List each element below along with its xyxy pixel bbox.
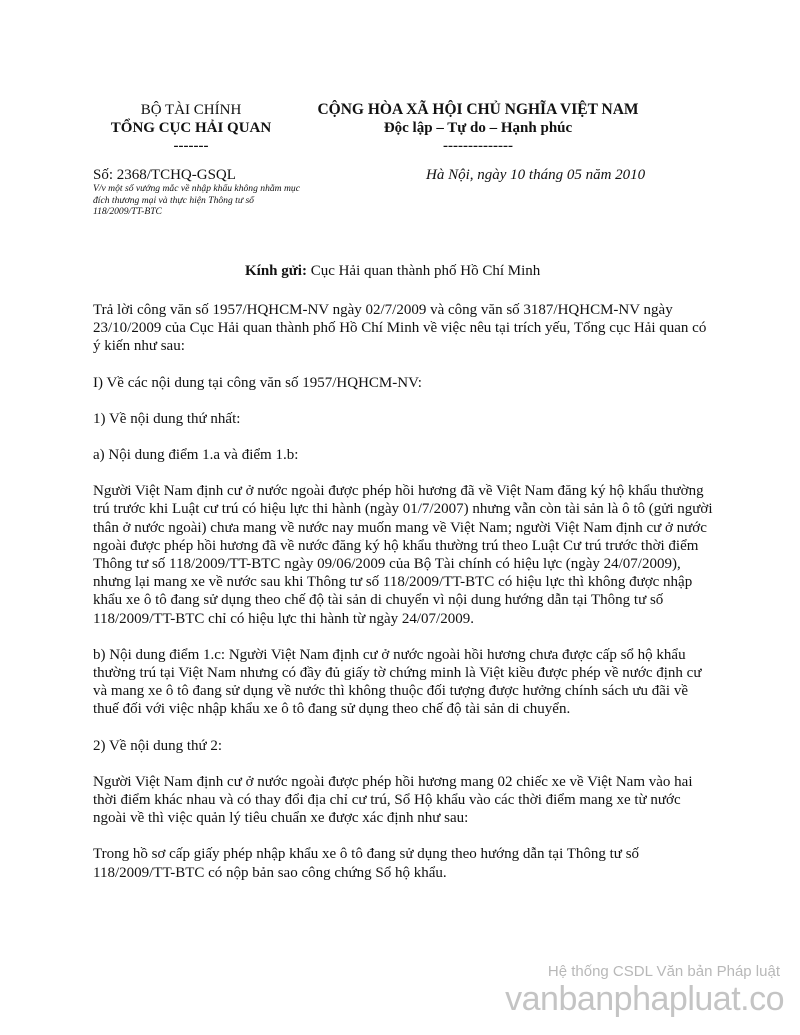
national-title-block [306,101,650,155]
agency-parent: BỘ TÀI CHÍNH [140,102,242,118]
body-paragraph: Người Việt Nam định cư ở nước ngoài được phép hồi hương mang 02 chiếc xe về Việt Nam vào hai thời điểm khác nhau và có thay đổi địa chỉ cư trú, Sổ Hộ khẩu vào các thời điểm mang xe từ nước ngoài về thì việc quản lý tiêu chuẩn xe được xác định như sau: [93,773,693,827]
motto: Độc lập – Tự do – Hạnh phúc [383,120,573,136]
agency-divider: ------- [173,138,209,154]
nation-title: CỘNG HÒA XÃ HỘI CHỦ NGHĨA VIỆT NAM [317,101,639,118]
document-subject: V/v một số vướng mắc về nhập khẩu không nhằm mục đích thương mại và thực hiện Thông tư số 118/2009/TT-BTC [93,183,300,217]
body-paragraph: Người Việt Nam định cư ở nước ngoài được phép hồi hương đã về Việt Nam đăng ký hộ khẩu thường trú trước khi Luật cư trú có hiệu lực thi hành (ngày 01/7/2007) nhưng vẫn còn tài sản là ô tô (gửi người thân ở nước ngoài) chưa mang về nước nay muốn mang về Việt Nam; người Việt Nam định cư ở nước ngoài được phép hồi hương đã về nước đăng ký hộ khẩu thường trú theo Luật Cư trú trước thời điểm Thông tư số 118/2009/TT-BTC ngày 09/06/2009 của Bộ Tài chính có hiệu lực (ngày 24/07/2009), nhưng lại mang xe về nước sau khi Thông tư số 118/2009/TT-BTC có hiệu lực thì không được nhập khẩu xe ô tô đang sử dụng theo chế độ tài sản di chuyển vì nội dung hướng dẫn tại Thông tư số 118/2009/TT-BTC chỉ có hiệu lực thi hành từ ngày 24/07/2009. [93,483,713,627]
recipient-label: Kính gửi: [245,263,307,279]
watermark-caption: Hệ thống CSDL Văn bản Pháp luật [547,963,780,980]
agency-name: TỔNG CỤC HẢI QUAN [110,120,272,136]
body-paragraph: b) Nội dung điểm 1.c: Người Việt Nam định cư ở nước ngoài hồi hương chưa được cấp sổ hộ khẩu thường trú tại Việt Nam nhưng có đầy đủ giấy tờ chứng minh là Việt kiều được phép về nước định cư và mang xe ô tô đang sử dụng về nước thì không thuộc đối tượng được hưởng chính sách ưu đãi về thuế đối với việc nhập khẩu xe ô tô đang sử dụng theo chế độ tài sản di chuyển. [93,646,702,718]
recipient-name: Cục Hải quan thành phố Hồ Chí Minh [306,263,541,279]
document-number: Số: 2368/TCHQ-GSQL [93,167,236,183]
body-paragraph: I) Về các nội dung tại công văn số 1957/HQHCM-NV: [93,374,422,391]
issuing-agency-block [96,101,286,155]
recipient-line [245,262,540,280]
body-paragraph: Trong hồ sơ cấp giấy phép nhập khẩu xe ô tô đang sử dụng theo hướng dẫn tại Thông tư số 118/2009/TT-BTC có nộp bản sao công chứng Sổ hộ khẩu. [93,846,640,881]
document-body [93,301,713,900]
body-paragraph: a) Nội dung điểm 1.a và điểm 1.b: [93,447,299,464]
body-paragraph: 1) Về nội dung thứ nhất: [93,410,241,427]
motto-divider: -------------- [443,138,513,154]
watermark-site: vanbanphapluat.co [505,980,784,1018]
body-paragraph: 2) Về nội dung thứ 2: [93,737,223,754]
body-paragraph: Trả lời công văn số 1957/HQHCM-NV ngày 02/7/2009 và công văn số 3187/HQHCM-NV ngày 23/10/2009 của Cục Hải quan thành phố Hồ Chí Minh về việc nêu tại trích yếu, Tổng cục Hải quan có ý kiến như sau: [93,302,707,355]
document-date: Hà Nội, ngày 10 tháng 05 năm 2010 [426,167,646,183]
